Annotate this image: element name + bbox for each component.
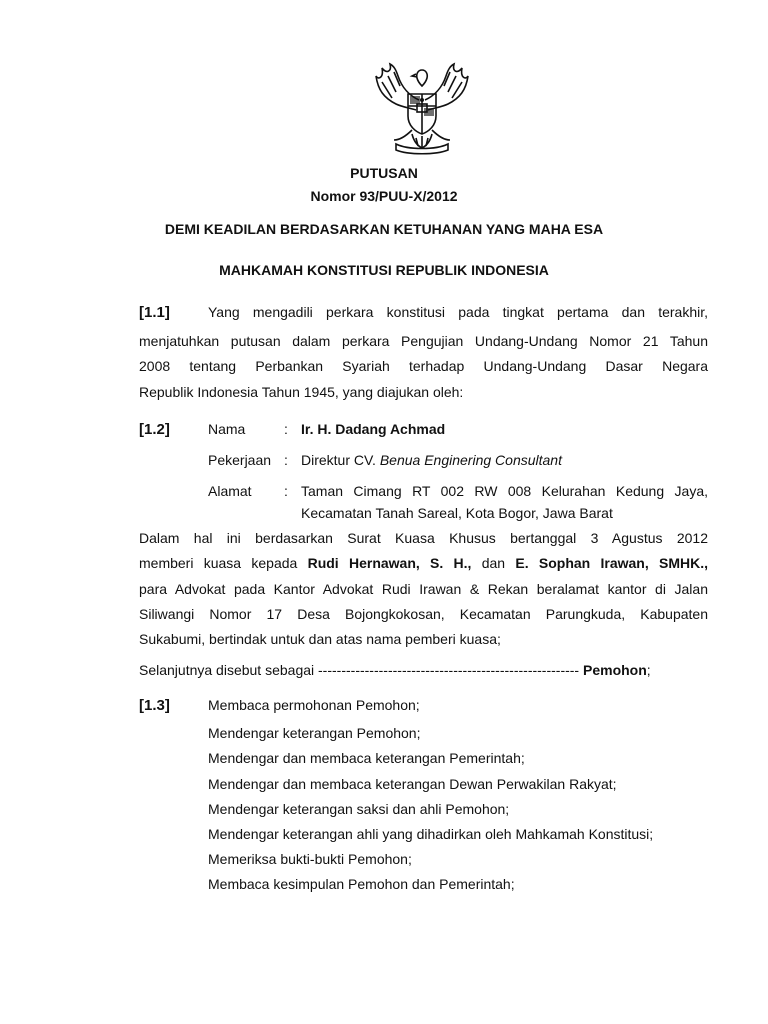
list-item: Membaca kesimpulan Pemohon dan Pemerintah; <box>208 876 515 892</box>
kuasa-line-1: Dalam hal ini berdasarkan Surat Kuasa Khusus bertanggal 3 Agustus 2012 <box>139 530 708 546</box>
motto-heading: DEMI KEADILAN BERDASARKAN KETUHANAN YANG MAHA ESA <box>164 221 604 237</box>
garuda-emblem <box>372 60 472 156</box>
pekerjaan-colon: : <box>284 452 288 468</box>
disebut-line: Selanjutnya disebut sebagai -------------------------------------------------------- Pemohon; <box>139 662 651 678</box>
list-item: Mendengar dan membaca keterangan Pemerintah; <box>208 750 525 766</box>
section-tag-1-1: [1.1] <box>139 304 170 321</box>
pekerjaan-label: Pekerjaan <box>208 452 272 468</box>
pekerjaan-company: Benua Enginering Consultant <box>379 452 562 468</box>
nama-colon: : <box>284 421 288 437</box>
list-item: Memeriksa bukti-bukti Pemohon; <box>208 851 412 867</box>
decision-number: Nomor 93/PUU-X/2012 <box>310 188 458 204</box>
alamat-label: Alamat <box>208 483 252 499</box>
section-1-1-line-4: Republik Indonesia Tahun 1945, yang diajukan oleh: <box>139 384 464 400</box>
list-item: Mendengar dan membaca keterangan Dewan Perwakilan Rakyat; <box>208 776 617 792</box>
list-item: Mendengar keterangan ahli yang dihadirkan oleh Mahkamah Konstitusi; <box>208 826 654 842</box>
pekerjaan-value <box>301 452 562 468</box>
kuasa-line-4: Siliwangi Nomor 17 Desa Bojongkokosan, Kecamatan Parungkuda, Kabupaten <box>139 606 708 622</box>
document-title: PUTUSAN <box>350 165 418 181</box>
list-item: Membaca permohonan Pemohon; <box>208 697 420 713</box>
kuasa-name-2: E. Sophan Irawan, SMHK., <box>515 555 709 571</box>
pekerjaan-prefix: Direktur CV. <box>301 452 376 468</box>
section-1-1-line-3: 2008 tentang Perbankan Syariah terhadap Undang-Undang Dasar Negara <box>139 358 708 374</box>
kuasa-name-1: Rudi Hernawan, S. H., <box>307 555 472 571</box>
alamat-line-1: Taman Cimang RT 002 RW 008 Kelurahan Kedung Jaya, <box>301 483 708 499</box>
kuasa-line-3: para Advokat pada Kantor Advokat Rudi Irawan & Rekan beralamat kantor di Jalan <box>139 581 708 597</box>
alamat-colon: : <box>284 483 288 499</box>
alamat-line-2: Kecamatan Tanah Sareal, Kota Bogor, Jawa Barat <box>301 505 613 521</box>
kuasa-line-2: memberi kuasa kepada Rudi Hernawan, S. H., dan E. Sophan Irawan, SMHK., <box>139 555 709 571</box>
nama-value: Ir. H. Dadang Achmad <box>301 421 446 437</box>
kuasa-line-5: Sukabumi, bertindak untuk dan atas nama pemberi kuasa; <box>139 631 501 647</box>
section-1-1-line-2: menjatuhkan putusan dalam perkara Pengujian Undang-Undang Nomor 21 Tahun <box>139 333 708 349</box>
pemohon-role: Pemohon <box>583 662 647 678</box>
section-1-1-line-1: Yang mengadili perkara konstitusi pada tingkat pertama dan terakhir, <box>208 304 708 320</box>
court-heading: MAHKAMAH KONSTITUSI REPUBLIK INDONESIA <box>219 262 549 278</box>
list-item: Mendengar keterangan Pemohon; <box>208 725 421 741</box>
nama-label: Nama <box>208 421 246 437</box>
section-tag-1-2: [1.2] <box>139 421 170 438</box>
list-item: Mendengar keterangan saksi dan ahli Pemohon; <box>208 801 510 817</box>
section-tag-1-3: [1.3] <box>139 697 170 714</box>
